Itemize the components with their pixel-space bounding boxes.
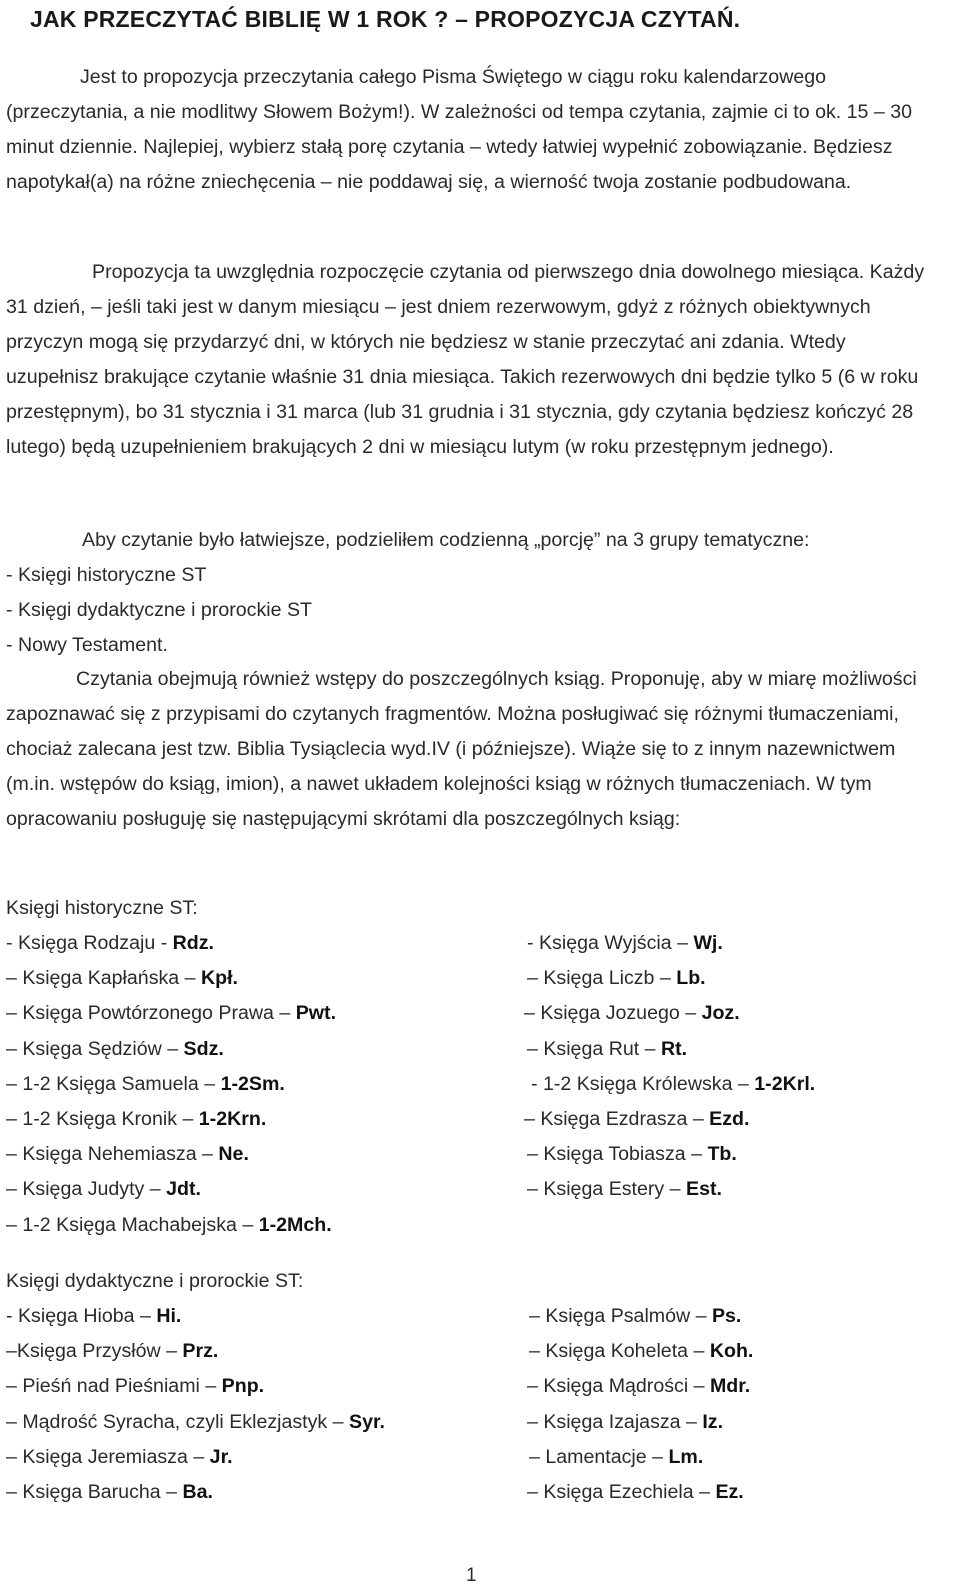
book-entry: [527, 1481, 744, 1504]
book-name: - Księga Wyjścia –: [527, 932, 694, 954]
book-name: - 1-2 Księga Królewska –: [531, 1072, 755, 1095]
book-entry: [6, 1214, 332, 1237]
book-name: – Księga Judyty –: [6, 1178, 167, 1201]
book-abbreviation: Tb.: [707, 1143, 737, 1166]
book-entry: [527, 1178, 722, 1201]
book-abbreviation: Sdz.: [183, 1037, 224, 1060]
historical-books-heading: Księgi historyczne ST:: [6, 897, 198, 919]
groups-intro-text: Aby czytanie było łatwiejsze, podzieliłem codzienną „porcję” na 3 grupy tematyczne:: [82, 529, 810, 551]
book-entry: [6, 932, 214, 955]
book-name: – Księga Nehemiasza –: [6, 1143, 219, 1166]
book-name: – Księga Sędziów –: [6, 1037, 184, 1060]
book-name: – Księga Rut –: [527, 1037, 661, 1060]
book-entry: [527, 1143, 737, 1166]
book-entry: [6, 1340, 218, 1363]
didactic-books-heading: Księgi dydaktyczne i prorockie ST:: [6, 1270, 304, 1292]
intro-paragraph: [6, 60, 942, 200]
book-entry: [6, 1178, 201, 1201]
book-abbreviation: Mdr.: [709, 1375, 751, 1398]
book-entry: [6, 1143, 249, 1166]
book-name: – Księga Mądrości –: [527, 1375, 710, 1398]
book-abbreviation: Ba.: [182, 1481, 213, 1503]
book-abbreviation: Ez.: [715, 1481, 744, 1503]
book-name: – Księga Koheleta –: [529, 1340, 710, 1363]
book-abbreviation: 1-2Krl.: [754, 1072, 816, 1095]
book-entry: [6, 967, 238, 990]
book-name: –Księga Przysłów –: [6, 1340, 183, 1363]
book-entry: [6, 1481, 213, 1504]
book-entry: [524, 1108, 749, 1131]
book-name: – Mądrość Syracha, czyli Eklezjastyk –: [6, 1410, 350, 1433]
book-abbreviation: Wj.: [693, 932, 723, 954]
book-abbreviation: Ezd.: [709, 1108, 750, 1130]
book-name: – Księga Ezdrasza –: [524, 1108, 710, 1130]
book-name: – Księga Jeremiasza –: [6, 1445, 210, 1468]
group-item: - Nowy Testament.: [6, 634, 168, 656]
book-abbreviation: Syr.: [349, 1410, 385, 1433]
groups-intro-paragraph: [6, 523, 942, 558]
book-entry: [527, 932, 723, 955]
translations-paragraph: [6, 662, 942, 837]
book-entry: [527, 1375, 750, 1398]
book-entry: [6, 1305, 181, 1328]
book-abbreviation: Rt.: [660, 1037, 688, 1060]
book-entry: [6, 1002, 336, 1025]
book-abbreviation: Lm.: [668, 1445, 704, 1468]
book-name: – Księga Estery –: [527, 1178, 687, 1201]
book-entry: [527, 1038, 687, 1061]
book-abbreviation: Rdz.: [172, 932, 214, 954]
group-item: - Księgi historyczne ST: [6, 564, 207, 586]
book-abbreviation: Ps.: [711, 1305, 742, 1327]
book-name: – Pieśń nad Pieśniami –: [6, 1375, 222, 1398]
page-title: JAK PRZECZYTAĆ BIBLIĘ W 1 ROK ? – PROPOZYCJA CZYTAŃ.: [30, 6, 741, 32]
book-name: - Księga Hioba –: [6, 1305, 157, 1327]
book-entry: [6, 1375, 264, 1398]
book-name: – Księga Jozuego –: [524, 1002, 702, 1025]
translations-text: Czytania obejmują również wstępy do poszczególnych ksiąg. Proponuję, aby w miarę możliwości zapoznawać się z przypisami do czytanych fragmentów. Można posługiwać się różnymi tłumaczeniami, chociaż zalecana jest tzw. Biblia Tysiąclecia wyd.IV (i późniejsze). Wiąże się to z innym nazewnictwem (m.in. wstępów do ksiąg, imion), a nawet układem kolejności ksiąg w różnych tłumaczeniach. W tym opracowaniu posługuję się następującymi skrótami dla poszczególnych ksiąg:: [6, 668, 917, 830]
book-abbreviation: Iz.: [702, 1410, 724, 1433]
book-name: – 1-2 Księga Samuela –: [6, 1072, 221, 1095]
book-entry: [529, 1446, 703, 1469]
book-abbreviation: Jr.: [209, 1445, 233, 1468]
book-abbreviation: Est.: [686, 1178, 722, 1201]
book-name: – Księga Liczb –: [527, 967, 677, 990]
book-entry: [6, 1446, 233, 1469]
book-abbreviation: Koh.: [709, 1340, 754, 1363]
book-abbreviation: 1-2Mch.: [258, 1213, 332, 1236]
book-entry: [527, 1411, 723, 1434]
book-abbreviation: Hi.: [156, 1305, 182, 1327]
book-abbreviation: 1-2Sm.: [220, 1072, 285, 1095]
book-name: – Księga Ezechiela –: [527, 1481, 716, 1503]
book-entry: [531, 1073, 815, 1096]
book-entry: [524, 1002, 740, 1025]
group-list: [6, 558, 312, 663]
reserve-days-paragraph: [6, 255, 942, 465]
book-entry: [529, 1305, 741, 1328]
book-entry: [6, 1073, 285, 1096]
book-name: – Księga Powtórzonego Prawa –: [6, 1002, 296, 1025]
book-name: – Księga Kapłańska –: [6, 967, 201, 990]
book-abbreviation: Ne.: [218, 1143, 249, 1166]
book-abbreviation: Joz.: [701, 1002, 740, 1025]
reserve-days-text: Propozycja ta uwzględnia rozpoczęcie czytania od pierwszego dnia dowolnego miesiąca. Każdy 31 dzień, – jeśli taki jest w danym miesiącu – jest dniem rezerwowym, gdyż z różnych obiektywnych przyczyn mogą się przydarzyć dni, w których nie będziesz w stanie przeczytać ani zdania. Wtedy uzupełnisz brakujące czytanie właśnie 31 dnia miesiąca. Takich rezerwowych dni będzie tylko 5 (6 w roku przestępnym), bo 31 stycznia i 31 marca (lub 31 grudnia i 31 stycznia, gdy czytania będziesz kończyć 28 lutego) będą uzupełnieniem brakujących 2 dni w miesiącu lutym (w roku przestępnym jednego).: [6, 261, 925, 458]
book-name: – Księga Izajasza –: [527, 1410, 703, 1433]
book-name: – Księga Tobiasza –: [527, 1143, 708, 1166]
book-abbreviation: 1-2Krn.: [198, 1108, 267, 1130]
book-abbreviation: Lb.: [676, 967, 706, 990]
book-name: – Księga Barucha –: [6, 1481, 183, 1503]
book-entry: [527, 967, 706, 990]
book-name: – Lamentacje –: [529, 1445, 669, 1468]
book-entry: [6, 1038, 224, 1061]
book-entry: [6, 1411, 385, 1434]
book-abbreviation: Pnp.: [221, 1375, 265, 1398]
book-name: – Księga Psalmów –: [529, 1305, 712, 1327]
group-item: - Księgi dydaktyczne i prorockie ST: [6, 599, 312, 621]
page-number: 1: [466, 1565, 477, 1586]
book-abbreviation: Prz.: [182, 1340, 219, 1363]
intro-text: Jest to propozycja przeczytania całego Pisma Świętego w ciągu roku kalendarzowego (przeczytania, a nie modlitwy Słowem Bożym!). W zależności od tempa czytania, zajmie ci to ok. 15 – 30 minut dziennie. Najlepiej, wybierz stałą porę czytania – wtedy łatwiej wypełnić zobowiązanie. Będziesz napotykał(a) na różne zniechęcenia – nie poddawaj się, a wierność twoja zostanie podbudowana.: [6, 66, 913, 193]
book-entry: [529, 1340, 753, 1363]
book-abbreviation: Jdt.: [166, 1178, 201, 1201]
book-abbreviation: Kpł.: [200, 967, 238, 990]
book-entry: [6, 1108, 266, 1131]
book-name: – 1-2 Księga Machabejska –: [6, 1213, 259, 1236]
book-abbreviation: Pwt.: [295, 1002, 337, 1025]
book-name: – 1-2 Księga Kronik –: [6, 1108, 199, 1130]
book-name: - Księga Rodzaju -: [6, 932, 173, 954]
